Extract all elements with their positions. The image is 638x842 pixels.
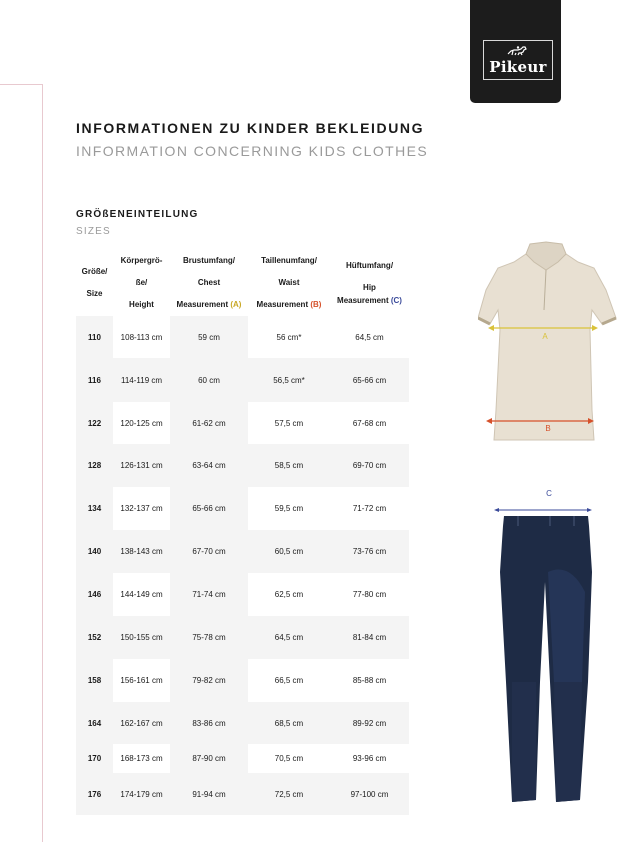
table-row xyxy=(76,530,409,573)
label-c: C xyxy=(546,489,552,498)
brand-name: Pikeur xyxy=(489,58,547,76)
table-row xyxy=(76,487,409,530)
page-subtitle: INFORMATION CONCERNING KIDS CLOTHES xyxy=(76,143,429,159)
riding-breeches-illustration xyxy=(490,482,600,807)
cell-size: 152 xyxy=(87,633,102,642)
header-height: Körpergrö- ße/ Height xyxy=(120,256,163,309)
label-b: B xyxy=(545,424,551,433)
cell-height: 168-173 cm xyxy=(120,754,163,763)
cell-waist: 59,5 cm xyxy=(274,504,304,513)
brand-logo xyxy=(483,40,553,80)
cell-hip: 73-76 cm xyxy=(352,547,387,556)
table-header xyxy=(76,250,409,316)
cell-hip: 71-72 cm xyxy=(352,504,387,513)
sizes-heading: GRÖßENEINTEILUNG xyxy=(76,209,199,220)
marker-a: (A) xyxy=(230,300,242,309)
cell-waist: 66,5 cm xyxy=(274,676,304,685)
cell-size: 134 xyxy=(87,504,102,513)
cell-chest: 91-94 cm xyxy=(192,789,226,799)
margin-rule-vertical xyxy=(42,84,43,842)
cell-waist: 64,5 cm xyxy=(274,633,304,642)
cell-chest: 75-78 cm xyxy=(192,633,226,642)
cell-chest: 65-66 cm xyxy=(192,504,226,513)
cell-height: 162-167 cm xyxy=(120,718,163,728)
cell-chest: 59 cm xyxy=(198,332,220,342)
cell-height: 126-131 cm xyxy=(120,461,163,470)
cell-chest: 61-62 cm xyxy=(192,418,226,428)
cell-hip: 67-68 cm xyxy=(352,418,387,428)
cell-waist: 62,5 cm xyxy=(274,590,304,599)
cell-chest: 71-74 cm xyxy=(192,590,226,599)
margin-rule-horizontal xyxy=(0,84,43,85)
cell-size: 122 xyxy=(87,418,102,428)
cell-hip: 65-66 cm xyxy=(352,375,387,385)
cell-size: 116 xyxy=(88,375,101,385)
cell-height: 108-113 cm xyxy=(120,332,163,342)
table-row xyxy=(76,773,409,815)
table-row xyxy=(76,444,409,487)
size-table xyxy=(76,250,409,815)
cell-height: 120-125 cm xyxy=(120,418,163,428)
table-row xyxy=(76,358,409,402)
cell-hip: 85-88 cm xyxy=(352,676,387,685)
cell-hip: 77-80 cm xyxy=(352,590,387,599)
cell-size: 140 xyxy=(87,547,102,556)
label-a: A xyxy=(542,332,548,341)
cell-size: 164 xyxy=(87,718,102,728)
cell-hip: 69-70 cm xyxy=(352,461,387,470)
table-row xyxy=(76,402,409,444)
cell-height: 138-143 cm xyxy=(120,547,163,556)
cell-chest: 67-70 cm xyxy=(192,547,226,556)
cell-waist: 56 cm* xyxy=(276,332,302,342)
header-waist: Taillenumfang/ Waist Measurement (B) xyxy=(256,256,322,309)
cell-waist: 68,5 cm xyxy=(274,718,304,728)
page-title: INFORMATIONEN ZU KINDER BEKLEIDUNG xyxy=(76,120,425,136)
cell-hip: 81-84 cm xyxy=(352,633,387,642)
cell-waist: 70,5 cm xyxy=(274,754,304,763)
cell-height: 144-149 cm xyxy=(120,590,163,599)
brand-logo-tab xyxy=(470,0,561,103)
table-body xyxy=(76,316,409,815)
cell-hip: 93-96 cm xyxy=(352,754,387,763)
cell-chest: 83-86 cm xyxy=(192,718,226,728)
shirt-body xyxy=(478,254,616,440)
table-row xyxy=(76,659,409,702)
cell-size: 128 xyxy=(87,461,102,470)
cell-hip: 64,5 cm xyxy=(355,332,384,342)
pants-waistband xyxy=(503,516,589,526)
cell-height: 132-137 cm xyxy=(120,504,163,513)
header-hip: Hüftumfang/ Hip Measurement (C) xyxy=(337,261,402,305)
horse-rider-icon xyxy=(506,45,530,56)
table-row xyxy=(76,616,409,659)
cell-chest: 63-64 cm xyxy=(192,461,226,470)
cell-height: 150-155 cm xyxy=(120,633,163,642)
cell-size: 170 xyxy=(87,754,102,763)
cell-size: 146 xyxy=(87,590,102,599)
cell-height: 156-161 cm xyxy=(120,676,163,685)
cell-size: 158 xyxy=(87,676,102,685)
cell-hip: 97-100 cm xyxy=(350,789,389,799)
polo-shirt-illustration xyxy=(478,240,624,446)
table-row xyxy=(76,744,409,773)
header-size: Größe/ Size xyxy=(81,267,108,298)
cell-chest: 87-90 cm xyxy=(192,754,226,763)
cell-waist: 72,5 cm xyxy=(274,789,304,799)
cell-height: 114-119 cm xyxy=(120,375,163,385)
header-chest: Brustumfang/ Chest Measurement (A) xyxy=(176,256,242,309)
table-row xyxy=(76,573,409,616)
cell-chest: 60 cm xyxy=(198,375,220,385)
marker-c: (C) xyxy=(390,296,402,305)
cell-waist: 56,5 cm* xyxy=(273,375,305,385)
marker-b: (B) xyxy=(310,300,322,309)
cell-waist: 60,5 cm xyxy=(274,547,304,556)
cell-height: 174-179 cm xyxy=(120,789,163,799)
cell-size: 110 xyxy=(88,332,101,342)
cell-chest: 79-82 cm xyxy=(192,676,226,685)
table-row xyxy=(76,316,409,358)
cell-size: 176 xyxy=(87,789,102,799)
sizes-subheading: SIZES xyxy=(76,226,111,237)
cell-hip: 89-92 cm xyxy=(352,718,387,728)
cell-waist: 57,5 cm xyxy=(274,418,304,428)
cell-waist: 58,5 cm xyxy=(274,461,304,470)
table-row xyxy=(76,702,409,744)
